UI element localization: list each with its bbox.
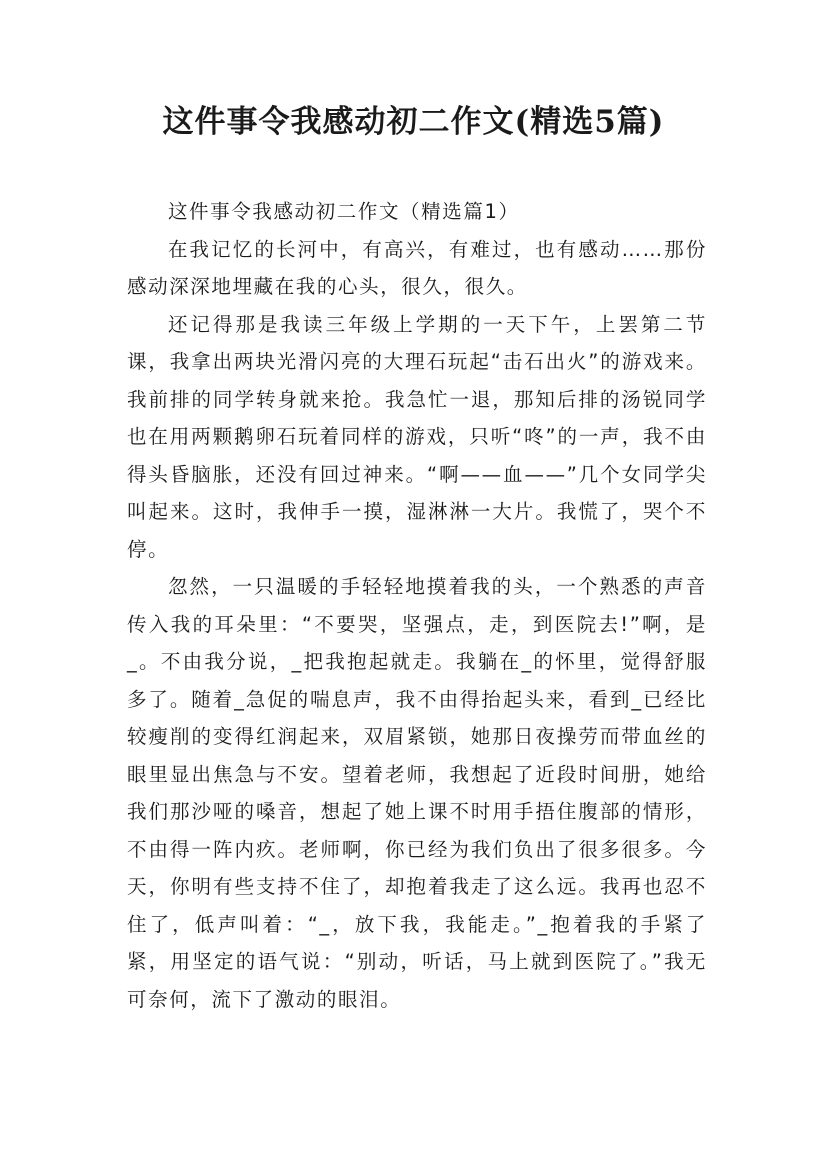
- document-title: 这件事令我感动初二作文(精选5篇): [162, 104, 665, 140]
- paragraph: 还记得那是我读三年级上学期的一天下午，上罢第二节课，我拿出两块光滑闪亮的大理石玩起“击石出火”的游戏来。我前排的同学转身就来抢。我急忙一退，那知后排的汤锐同学也在用两颗鹅卵石玩着同样的游戏，只听“咚”的一声，我不由得头昏脑胀，还没有回过神来。“啊——血——”几个女同学尖叫起来。这时，我伸手一摸，湿淋淋一大片。我慌了，哭个不停。: [127, 312, 707, 561]
- paragraph: 忽然，一只温暖的手轻轻地摸着我的头，一个熟悉的声音传入我的耳朵里：“不要哭，坚强点，走，到医院去!”啊，是_。不由我分说，_把我抱起就走。我躺在_的怀里，觉得舒服多了。随着_急促的喘息声，我不由得抬起头来，看到_已经比较瘦削的变得红润起来，双眉紧锁，她那日夜操劳而带血丝的眼里显出焦急与不安。望着老师，我想起了近段时间册，她给我们那沙哑的嗓音，想起了她上课不时用手捂住腹部的情形，不由得一阵内疚。老师啊，你已经为我们负出了很多很多。今天，你明有些支持不住了，却抱着我走了这么远。我再也忍不住了，低声叫着：“_，放下我，我能走。”_抱着我的手紧了紧，用坚定的语气说：“别动，听话，马上就到医院了。”我无可奈何，流下了激动的眼泪。: [127, 575, 707, 1011]
- section-heading: 这件事令我感动初二作文（精选篇1）: [167, 200, 520, 223]
- document-body: [127, 193, 707, 1018]
- paragraph: 在我记忆的长河中，有高兴，有难过，也有感动……那份感动深深地埋藏在我的心头，很久，很久。: [127, 237, 707, 298]
